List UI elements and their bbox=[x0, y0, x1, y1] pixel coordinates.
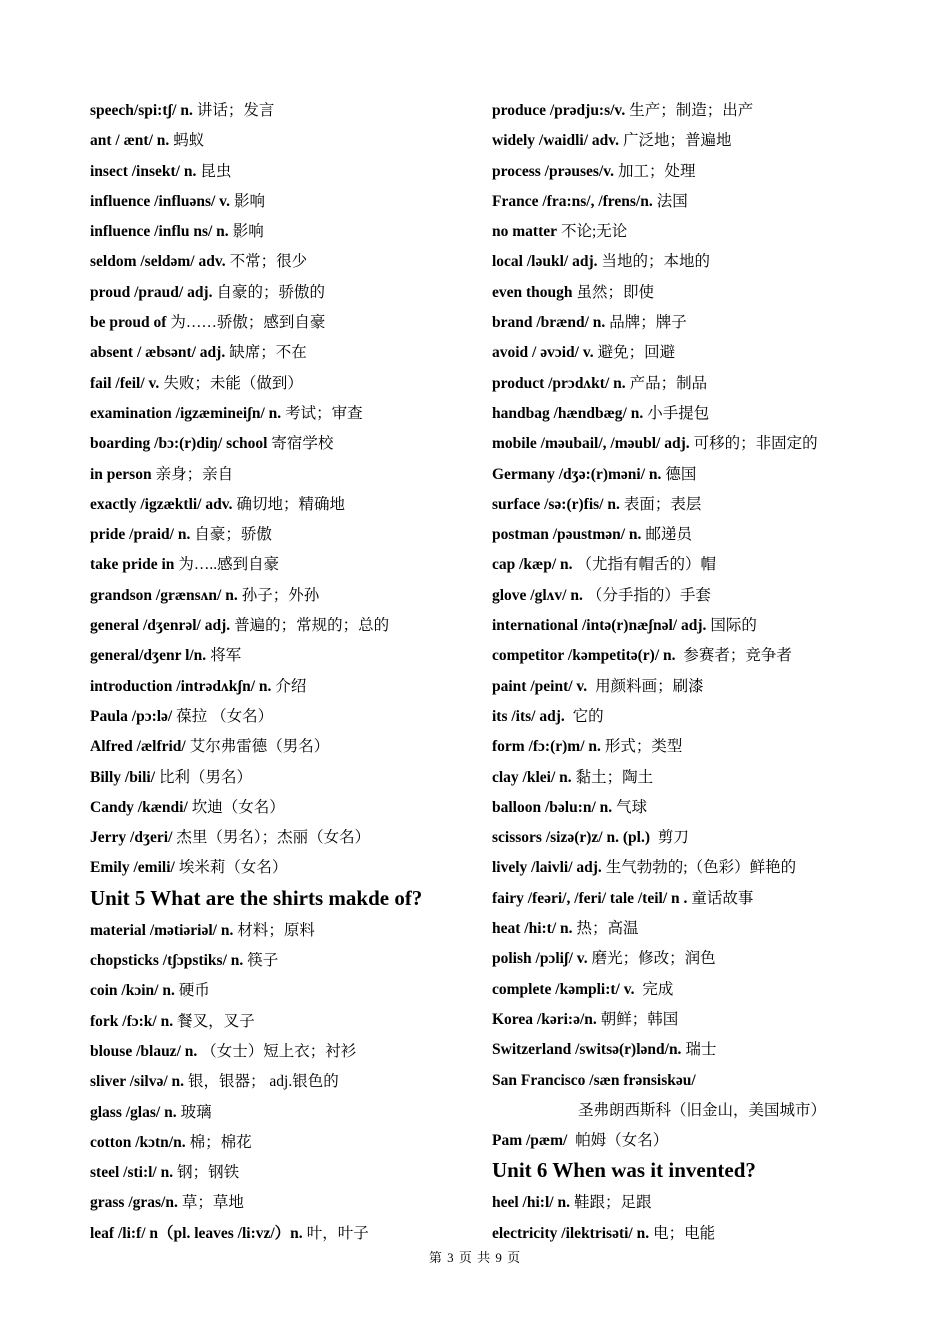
vocab-entry bbox=[492, 338, 932, 368]
entry-meaning: 寄宿学校 bbox=[271, 435, 334, 453]
entry-meaning: 国际的 bbox=[710, 617, 757, 635]
vocab-entry bbox=[492, 96, 932, 126]
vocab-entry bbox=[492, 823, 932, 853]
vocab-entry bbox=[90, 1158, 480, 1188]
entry-word: absent / æbsənt/ adj. bbox=[90, 344, 226, 362]
vocab-entry bbox=[90, 338, 480, 368]
entry-meaning: 材料；原料 bbox=[237, 921, 315, 939]
vocab-entry bbox=[492, 520, 932, 550]
entry-word: general/dʒenr l/n. bbox=[90, 647, 207, 665]
entry-meaning: 瑞士 bbox=[685, 1041, 717, 1059]
vocab-entry bbox=[90, 278, 480, 308]
entry-meaning: 不论;无论 bbox=[561, 223, 628, 241]
vocab-entry bbox=[90, 308, 480, 338]
vocab-entry bbox=[492, 369, 932, 399]
entry-word: seldom /seldəm/ adv. bbox=[90, 253, 226, 271]
vocab-entry bbox=[90, 1128, 480, 1158]
vocab-entry bbox=[90, 976, 480, 1006]
entry-word: steel /sti:l/ n. bbox=[90, 1164, 174, 1182]
entry-meaning: 影响 bbox=[233, 192, 265, 210]
entry-word: cotton /kɔtn/n. bbox=[90, 1133, 186, 1151]
entry-meaning: 普遍的；常规的；总的 bbox=[234, 617, 390, 635]
entry-meaning: 蚂蚁 bbox=[173, 132, 205, 150]
entry-word: lively /laivli/ adj. bbox=[492, 859, 602, 877]
entry-word: general /dʒenrəl/ adj. bbox=[90, 617, 231, 635]
entry-word: Emily /emili/ bbox=[90, 859, 175, 877]
entry-word: Paula /pɔ:lə/ bbox=[90, 707, 173, 725]
entry-meaning: 筷子 bbox=[247, 952, 279, 970]
entry-meaning: 表面；表层 bbox=[623, 495, 702, 513]
vocab-entry bbox=[492, 732, 932, 762]
left-column bbox=[90, 96, 480, 1249]
entry-word: glass /glas/ n. bbox=[90, 1103, 177, 1121]
vocab-entry bbox=[492, 944, 932, 974]
entry-word: influence /influ ns/ n. bbox=[90, 223, 229, 241]
vocab-entry bbox=[492, 429, 932, 459]
entry-meaning: （女士）短上衣；衬衫 bbox=[201, 1042, 357, 1060]
vocab-entry bbox=[492, 187, 932, 217]
entry-word: fairy /feəri/, /feri/ tale /teil/ n . bbox=[492, 889, 688, 907]
entry-word: material /mətiəriəl/ n. bbox=[90, 921, 234, 939]
entry-word: exactly /igzæktli/ adv. bbox=[90, 495, 233, 513]
entry-word: handbag /hændbæg/ n. bbox=[492, 404, 644, 422]
page-footer: 第 3 页 共 9 页 bbox=[428, 1250, 522, 1265]
vocab-entry bbox=[90, 490, 480, 520]
entry-meaning: 硬币 bbox=[178, 982, 210, 1000]
vocab-entry bbox=[90, 520, 480, 550]
vocab-entry bbox=[90, 793, 480, 823]
entry-meaning: 失败；未能（做到） bbox=[163, 374, 303, 392]
vocab-entry bbox=[492, 793, 932, 823]
vocab-entry bbox=[492, 278, 932, 308]
vocab-entry bbox=[492, 399, 932, 429]
vocab-entry bbox=[90, 732, 480, 762]
entry-word: produce /prədju:s/v. bbox=[492, 102, 626, 119]
entry-meaning: 德国 bbox=[665, 465, 697, 483]
vocab-entry bbox=[90, 916, 480, 946]
vocab-entry bbox=[492, 1188, 932, 1218]
right-column bbox=[492, 96, 932, 1249]
vocab-entry bbox=[492, 157, 932, 187]
entry-word: in person bbox=[90, 465, 152, 483]
entry-word: cap /kæp/ n. bbox=[492, 556, 573, 574]
vocab-entry bbox=[90, 187, 480, 217]
vocab-entry bbox=[90, 126, 480, 156]
entry-meaning: 不常；很少 bbox=[229, 253, 308, 271]
vocab-entry bbox=[492, 247, 932, 277]
entry-word: Candy /kændi/ bbox=[90, 798, 188, 816]
entry-meaning: 气球 bbox=[616, 798, 648, 816]
entry-meaning: 杰里（男名）；杰丽（女名） bbox=[176, 829, 371, 847]
vocab-entry bbox=[492, 611, 932, 641]
entry-word: examination /igzæmineiʃn/ n. bbox=[90, 404, 282, 422]
entry-meaning: 广泛地；普遍地 bbox=[623, 132, 732, 150]
entry-meaning: 葆拉 （女名） bbox=[176, 707, 274, 725]
entry-word: boarding /bɔ:(r)diŋ/ school bbox=[90, 435, 268, 453]
entry-word: local /ləukl/ adj. bbox=[492, 253, 598, 271]
entry-word: postman /pəustmən/ n. bbox=[492, 526, 642, 544]
vocab-entry bbox=[90, 946, 480, 976]
entry-word: proud /praud/ adj. bbox=[90, 283, 213, 301]
entry-word: heat /hi:t/ n. bbox=[492, 920, 573, 938]
vocab-entry bbox=[492, 975, 932, 1005]
entry-meaning: 磨光；修改；润色 bbox=[591, 950, 716, 968]
entry-meaning: 避免；回避 bbox=[597, 344, 676, 362]
vocab-entry bbox=[90, 399, 480, 429]
entry-word: clay /klei/ n. bbox=[492, 768, 572, 786]
entry-meaning: 埃米莉（女名） bbox=[178, 859, 288, 877]
entry-meaning: 它的 bbox=[568, 707, 604, 725]
entry-meaning: 形式；类型 bbox=[604, 738, 683, 756]
entry-meaning: 为…..感到自豪 bbox=[178, 556, 280, 574]
entry-word: surface /sə:(r)fis/ n. bbox=[492, 495, 620, 513]
entry-word: fail /feil/ v. bbox=[90, 374, 160, 392]
vocab-entry bbox=[492, 641, 932, 671]
vocab-entry bbox=[492, 672, 932, 702]
entry-meaning: （尤指有帽舌的）帽 bbox=[576, 556, 717, 574]
entry-meaning: 玻璃 bbox=[180, 1103, 212, 1121]
entry-meaning: 缺席；不在 bbox=[229, 344, 307, 362]
entry-word: Switzerland /switsə(r)lənd/n. bbox=[492, 1041, 682, 1059]
entry-word: complete /kəmpli:t/ v. bbox=[492, 980, 635, 998]
entry-meaning: 考试；审查 bbox=[285, 404, 363, 422]
entry-meaning: 钢；钢铁 bbox=[177, 1164, 240, 1182]
entry-word: polish /pɔliʃ/ v. bbox=[492, 950, 588, 968]
entry-word: Billy /bili/ bbox=[90, 768, 156, 786]
entry-meaning: 为……骄傲；感到自豪 bbox=[170, 314, 326, 332]
entry-meaning: 热；高温 bbox=[576, 920, 639, 938]
entry-word: leaf /li:f/ n（pl. leaves /li:vz/）n. bbox=[90, 1224, 303, 1242]
entry-meaning: 虽然；即使 bbox=[576, 283, 655, 301]
entry-word: heel /hi:l/ n. bbox=[492, 1194, 570, 1212]
vocab-entry bbox=[90, 157, 480, 187]
entry-meaning: 昆虫 bbox=[200, 162, 232, 180]
entry-meaning: 比利（男名） bbox=[159, 768, 253, 786]
entry-word: balloon /bəlu:n/ n. bbox=[492, 798, 613, 816]
entry-meaning: 孙子；外孙 bbox=[241, 586, 320, 604]
vocab-entry bbox=[90, 1098, 480, 1128]
entry-word: introduction /intrədʌkʃn/ n. bbox=[90, 677, 272, 695]
entry-word: be proud of bbox=[90, 314, 167, 332]
entry-meaning: 电；电能 bbox=[653, 1224, 716, 1242]
entry-word: competitor /kəmpetitə(r)/ n. bbox=[492, 647, 676, 665]
vocab-entry bbox=[90, 702, 480, 732]
entry-word: Jerry /dʒeri/ bbox=[90, 829, 173, 847]
vocab-entry bbox=[492, 1126, 932, 1156]
entry-word: mobile /məubail/, /məubl/ adj. bbox=[492, 435, 690, 453]
entry-word: San Francisco /sæn frənsiskəu/ bbox=[492, 1071, 696, 1089]
entry-meaning: 生气勃勃的;（色彩）鲜艳的 bbox=[605, 859, 797, 877]
entry-meaning: 鞋跟；足跟 bbox=[573, 1194, 652, 1212]
entry-meaning: 介绍 bbox=[275, 677, 307, 695]
entry-word: coin /kɔin/ n. bbox=[90, 982, 175, 1000]
entry-word: its /its/ adj. bbox=[492, 707, 565, 725]
vocab-entry bbox=[90, 763, 480, 793]
entry-word: process /prəuses/v. bbox=[492, 162, 614, 180]
entry-meaning: 草；草地 bbox=[181, 1194, 244, 1212]
entry-meaning: 生产；制造；出产 bbox=[629, 102, 754, 119]
entry-meaning: 可移的；非固定的 bbox=[693, 435, 818, 453]
entry-word: Korea /kəri:ə/n. bbox=[492, 1010, 597, 1028]
vocab-entry bbox=[492, 217, 932, 247]
entry-word: speech/spi:tʃ/ n. bbox=[90, 102, 193, 119]
entry-meaning: 参赛者；竞争者 bbox=[679, 647, 792, 665]
entry-meaning: 童话故事 bbox=[691, 889, 754, 907]
entry-meaning: 银，银器； adj.银色的 bbox=[188, 1073, 339, 1091]
entry-meaning: 影响 bbox=[232, 223, 264, 241]
vocab-entry bbox=[492, 581, 932, 611]
vocab-entry bbox=[90, 1219, 480, 1249]
vocab-entry bbox=[492, 763, 932, 793]
vocab-entry bbox=[90, 96, 480, 126]
entry-continuation: 圣弗朗西斯科（旧金山，美国城市） bbox=[578, 1101, 827, 1119]
entry-meaning: 帕姆（女名） bbox=[571, 1132, 669, 1150]
vocab-entry bbox=[492, 1219, 932, 1249]
entry-word: chopsticks /tʃɔpstiks/ n. bbox=[90, 952, 244, 970]
entry-word: international /intə(r)næʃnəl/ adj. bbox=[492, 617, 707, 635]
entry-meaning: 自豪；骄傲 bbox=[194, 526, 272, 544]
entry-word: France /fra:ns/, /frens/n. bbox=[492, 192, 653, 210]
entry-word: glove /glʌv/ n. bbox=[492, 586, 583, 604]
entry-word: ant / ænt/ n. bbox=[90, 132, 170, 150]
vocab-entry bbox=[492, 702, 932, 732]
entry-meaning: 将军 bbox=[210, 647, 242, 665]
vocab-entry bbox=[90, 247, 480, 277]
entry-word: brand /brænd/ n. bbox=[492, 314, 606, 332]
entry-word: scissors /sizə(r)z/ n. (pl.) bbox=[492, 829, 650, 847]
entry-meaning: 黏土；陶土 bbox=[575, 768, 654, 786]
vocab-entry bbox=[90, 853, 480, 883]
entry-meaning: 餐叉，叉子 bbox=[177, 1012, 255, 1030]
vocab-entry bbox=[90, 1188, 480, 1218]
entry-word: influence /influəns/ v. bbox=[90, 192, 230, 210]
vocab-entry bbox=[90, 823, 480, 853]
vocab-entry bbox=[90, 581, 480, 611]
entry-meaning: 剪刀 bbox=[653, 829, 689, 847]
entry-meaning: 邮递员 bbox=[645, 526, 692, 544]
entry-meaning: 产品；制品 bbox=[629, 374, 708, 392]
entry-meaning: 用颜料画；刷漆 bbox=[591, 677, 704, 695]
entry-word: insect /insekt/ n. bbox=[90, 162, 197, 180]
vocab-entry bbox=[492, 1035, 932, 1065]
entry-meaning: 完成 bbox=[638, 980, 674, 998]
vocab-entry bbox=[492, 884, 932, 914]
unit-heading: Unit 5 What are the shirts makde of? bbox=[90, 885, 423, 910]
vocab-entry bbox=[90, 550, 480, 580]
vocab-entry bbox=[90, 1067, 480, 1097]
entry-word: form /fɔ:(r)m/ n. bbox=[492, 738, 601, 756]
entry-meaning: 确切地；精确地 bbox=[236, 495, 346, 513]
vocab-entry bbox=[90, 1037, 480, 1067]
vocab-entry bbox=[90, 429, 480, 459]
entry-word: even though bbox=[492, 283, 573, 301]
entry-meaning: 坎迪（女名） bbox=[191, 798, 285, 816]
vocab-entry bbox=[90, 217, 480, 247]
entry-word: Alfred /ælfrid/ bbox=[90, 738, 186, 756]
entry-word: fork /fɔ:k/ n. bbox=[90, 1012, 174, 1030]
entry-meaning: 艾尔弗雷德（男名） bbox=[189, 738, 330, 756]
entry-word: electricity /ilektrisəti/ n. bbox=[492, 1224, 650, 1242]
entry-meaning: 法国 bbox=[656, 192, 688, 210]
entry-word: pride /praid/ n. bbox=[90, 526, 191, 544]
entry-word: grass /gras/n. bbox=[90, 1194, 178, 1212]
vocab-entry bbox=[90, 460, 480, 490]
vocab-entry bbox=[492, 914, 932, 944]
vocab-entry bbox=[492, 308, 932, 338]
entry-word: blouse /blauz/ n. bbox=[90, 1042, 198, 1060]
entry-meaning: 朝鲜；韩国 bbox=[600, 1010, 679, 1028]
entry-word: grandson /grænsʌn/ n. bbox=[90, 586, 238, 604]
entry-meaning: 讲话；发言 bbox=[196, 102, 275, 119]
entry-word: sliver /silvə/ n. bbox=[90, 1073, 185, 1091]
vocab-entry bbox=[492, 550, 932, 580]
vocab-entry bbox=[492, 460, 932, 490]
vocab-entry bbox=[90, 369, 480, 399]
vocab-entry bbox=[492, 853, 932, 883]
entry-word: product /prɔdʌkt/ n. bbox=[492, 374, 626, 392]
entry-meaning: 品牌；牌子 bbox=[609, 314, 687, 332]
entry-word: Pam /pæm/ bbox=[492, 1132, 568, 1150]
entry-word: take pride in bbox=[90, 556, 175, 574]
entry-word: Germany /dʒə:(r)məni/ n. bbox=[492, 465, 662, 483]
entry-meaning: 小手提包 bbox=[647, 404, 710, 422]
entry-word: widely /waidli/ adv. bbox=[492, 132, 620, 150]
entry-meaning: 棉；棉花 bbox=[189, 1133, 252, 1151]
entry-meaning: 叶，叶子 bbox=[306, 1224, 369, 1242]
entry-meaning: （分手指的）手套 bbox=[586, 586, 711, 604]
vocab-entry bbox=[90, 1007, 480, 1037]
vocab-entry bbox=[90, 672, 480, 702]
vocab-entry bbox=[492, 1005, 932, 1035]
vocab-entry bbox=[492, 1066, 932, 1096]
unit-heading: Unit 6 When was it invented? bbox=[492, 1158, 756, 1183]
entry-meaning: 自豪的；骄傲的 bbox=[216, 283, 325, 301]
vocab-entry bbox=[492, 490, 932, 520]
entry-meaning: 加工；处理 bbox=[618, 162, 696, 180]
entry-word: no matter bbox=[492, 223, 557, 241]
vocab-entry bbox=[90, 641, 480, 671]
vocab-entry bbox=[492, 126, 932, 156]
entry-meaning: 亲身；亲自 bbox=[155, 465, 234, 483]
entry-meaning: 当地的；本地的 bbox=[601, 253, 711, 271]
vocab-entry bbox=[90, 611, 480, 641]
entry-word: avoid / əvɔid/ v. bbox=[492, 344, 594, 362]
entry-word: paint /peint/ v. bbox=[492, 677, 588, 695]
